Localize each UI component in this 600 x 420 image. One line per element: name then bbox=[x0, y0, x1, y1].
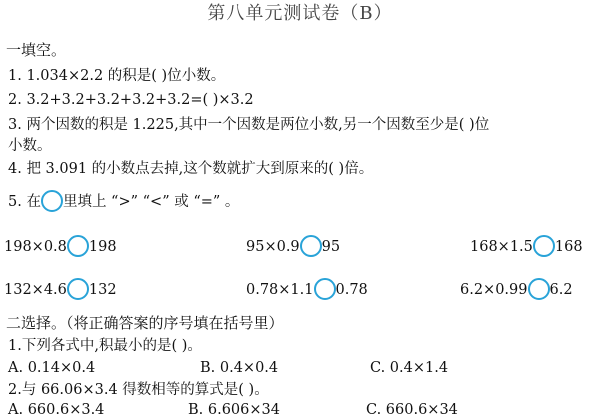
comparison-circle[interactable] bbox=[67, 278, 89, 300]
comparison-left: 0.78×1.1 bbox=[246, 282, 314, 298]
page-title: 第八单元测试卷（B） bbox=[207, 3, 393, 24]
choice-option-c[interactable]: C. 0.4×1.4 bbox=[370, 360, 449, 376]
comparison-left: 6.2×0.99 bbox=[460, 282, 528, 298]
comparison-circle[interactable] bbox=[67, 235, 89, 257]
choice-option-a[interactable]: A. 660.6×3.4 bbox=[8, 402, 105, 418]
question-5-prefix: 5. 在 bbox=[8, 194, 41, 210]
question-5-suffix: 里填上 “>” “<” 或 “=” 。 bbox=[62, 194, 240, 210]
comparison-left: 198×0.8 bbox=[4, 239, 67, 255]
comparison-right: 132 bbox=[88, 282, 117, 298]
comparison-right: 0.78 bbox=[335, 282, 368, 298]
choice-option-b[interactable]: B. 0.4×0.4 bbox=[200, 360, 279, 376]
comparison-circle[interactable] bbox=[314, 278, 336, 300]
comparison-left: 95×0.9 bbox=[246, 239, 300, 255]
choice-question-2: 2.与 66.06×3.4 得数相等的算式是( )。 bbox=[8, 382, 269, 398]
comparison-item bbox=[4, 278, 117, 301]
comparison-item bbox=[246, 235, 340, 258]
comparison-right: 6.2 bbox=[549, 282, 573, 298]
comparison-right: 198 bbox=[88, 239, 117, 255]
section-fill-blank-heading: 一填空。 bbox=[6, 41, 67, 59]
choice-option-c[interactable]: C. 660.6×34 bbox=[366, 402, 458, 418]
comparison-item bbox=[4, 235, 117, 258]
comparison-right: 95 bbox=[321, 239, 341, 255]
choice-question-1: 1.下列各式中,积最小的是( )。 bbox=[8, 338, 202, 354]
comparison-item bbox=[460, 278, 573, 301]
comparison-left: 132×4.6 bbox=[4, 282, 67, 298]
comparison-circle[interactable] bbox=[300, 235, 322, 257]
comparison-item bbox=[246, 278, 368, 301]
question-3: 3. 两个因数的积是 1.225,其中一个因数是两位小数,另一个因数至少是( )位 bbox=[8, 117, 490, 133]
answer-circle[interactable] bbox=[41, 190, 63, 212]
choice-option-b[interactable]: B. 6.606×34 bbox=[188, 402, 280, 418]
question-5 bbox=[8, 190, 239, 212]
comparison-item bbox=[470, 235, 583, 258]
comparison-circle[interactable] bbox=[528, 278, 550, 300]
comparison-circle[interactable] bbox=[533, 235, 555, 257]
question-1: 1. 1.034×2.2 的积是( )位小数。 bbox=[8, 68, 226, 84]
question-3-continued: 小数。 bbox=[8, 138, 52, 154]
question-4: 4. 把 3.091 的小数点去掉,这个数就扩大到原来的( )倍。 bbox=[8, 161, 374, 177]
comparison-right: 168 bbox=[554, 239, 583, 255]
comparison-left: 168×1.5 bbox=[470, 239, 533, 255]
question-2: 2. 3.2+3.2+3.2+3.2+3.2=( )×3.2 bbox=[8, 92, 254, 108]
choice-option-a[interactable]: A. 0.14×0.4 bbox=[8, 360, 96, 376]
section-multiple-choice-heading: 二选择。（将正确答案的序号填在括号里） bbox=[6, 314, 284, 332]
